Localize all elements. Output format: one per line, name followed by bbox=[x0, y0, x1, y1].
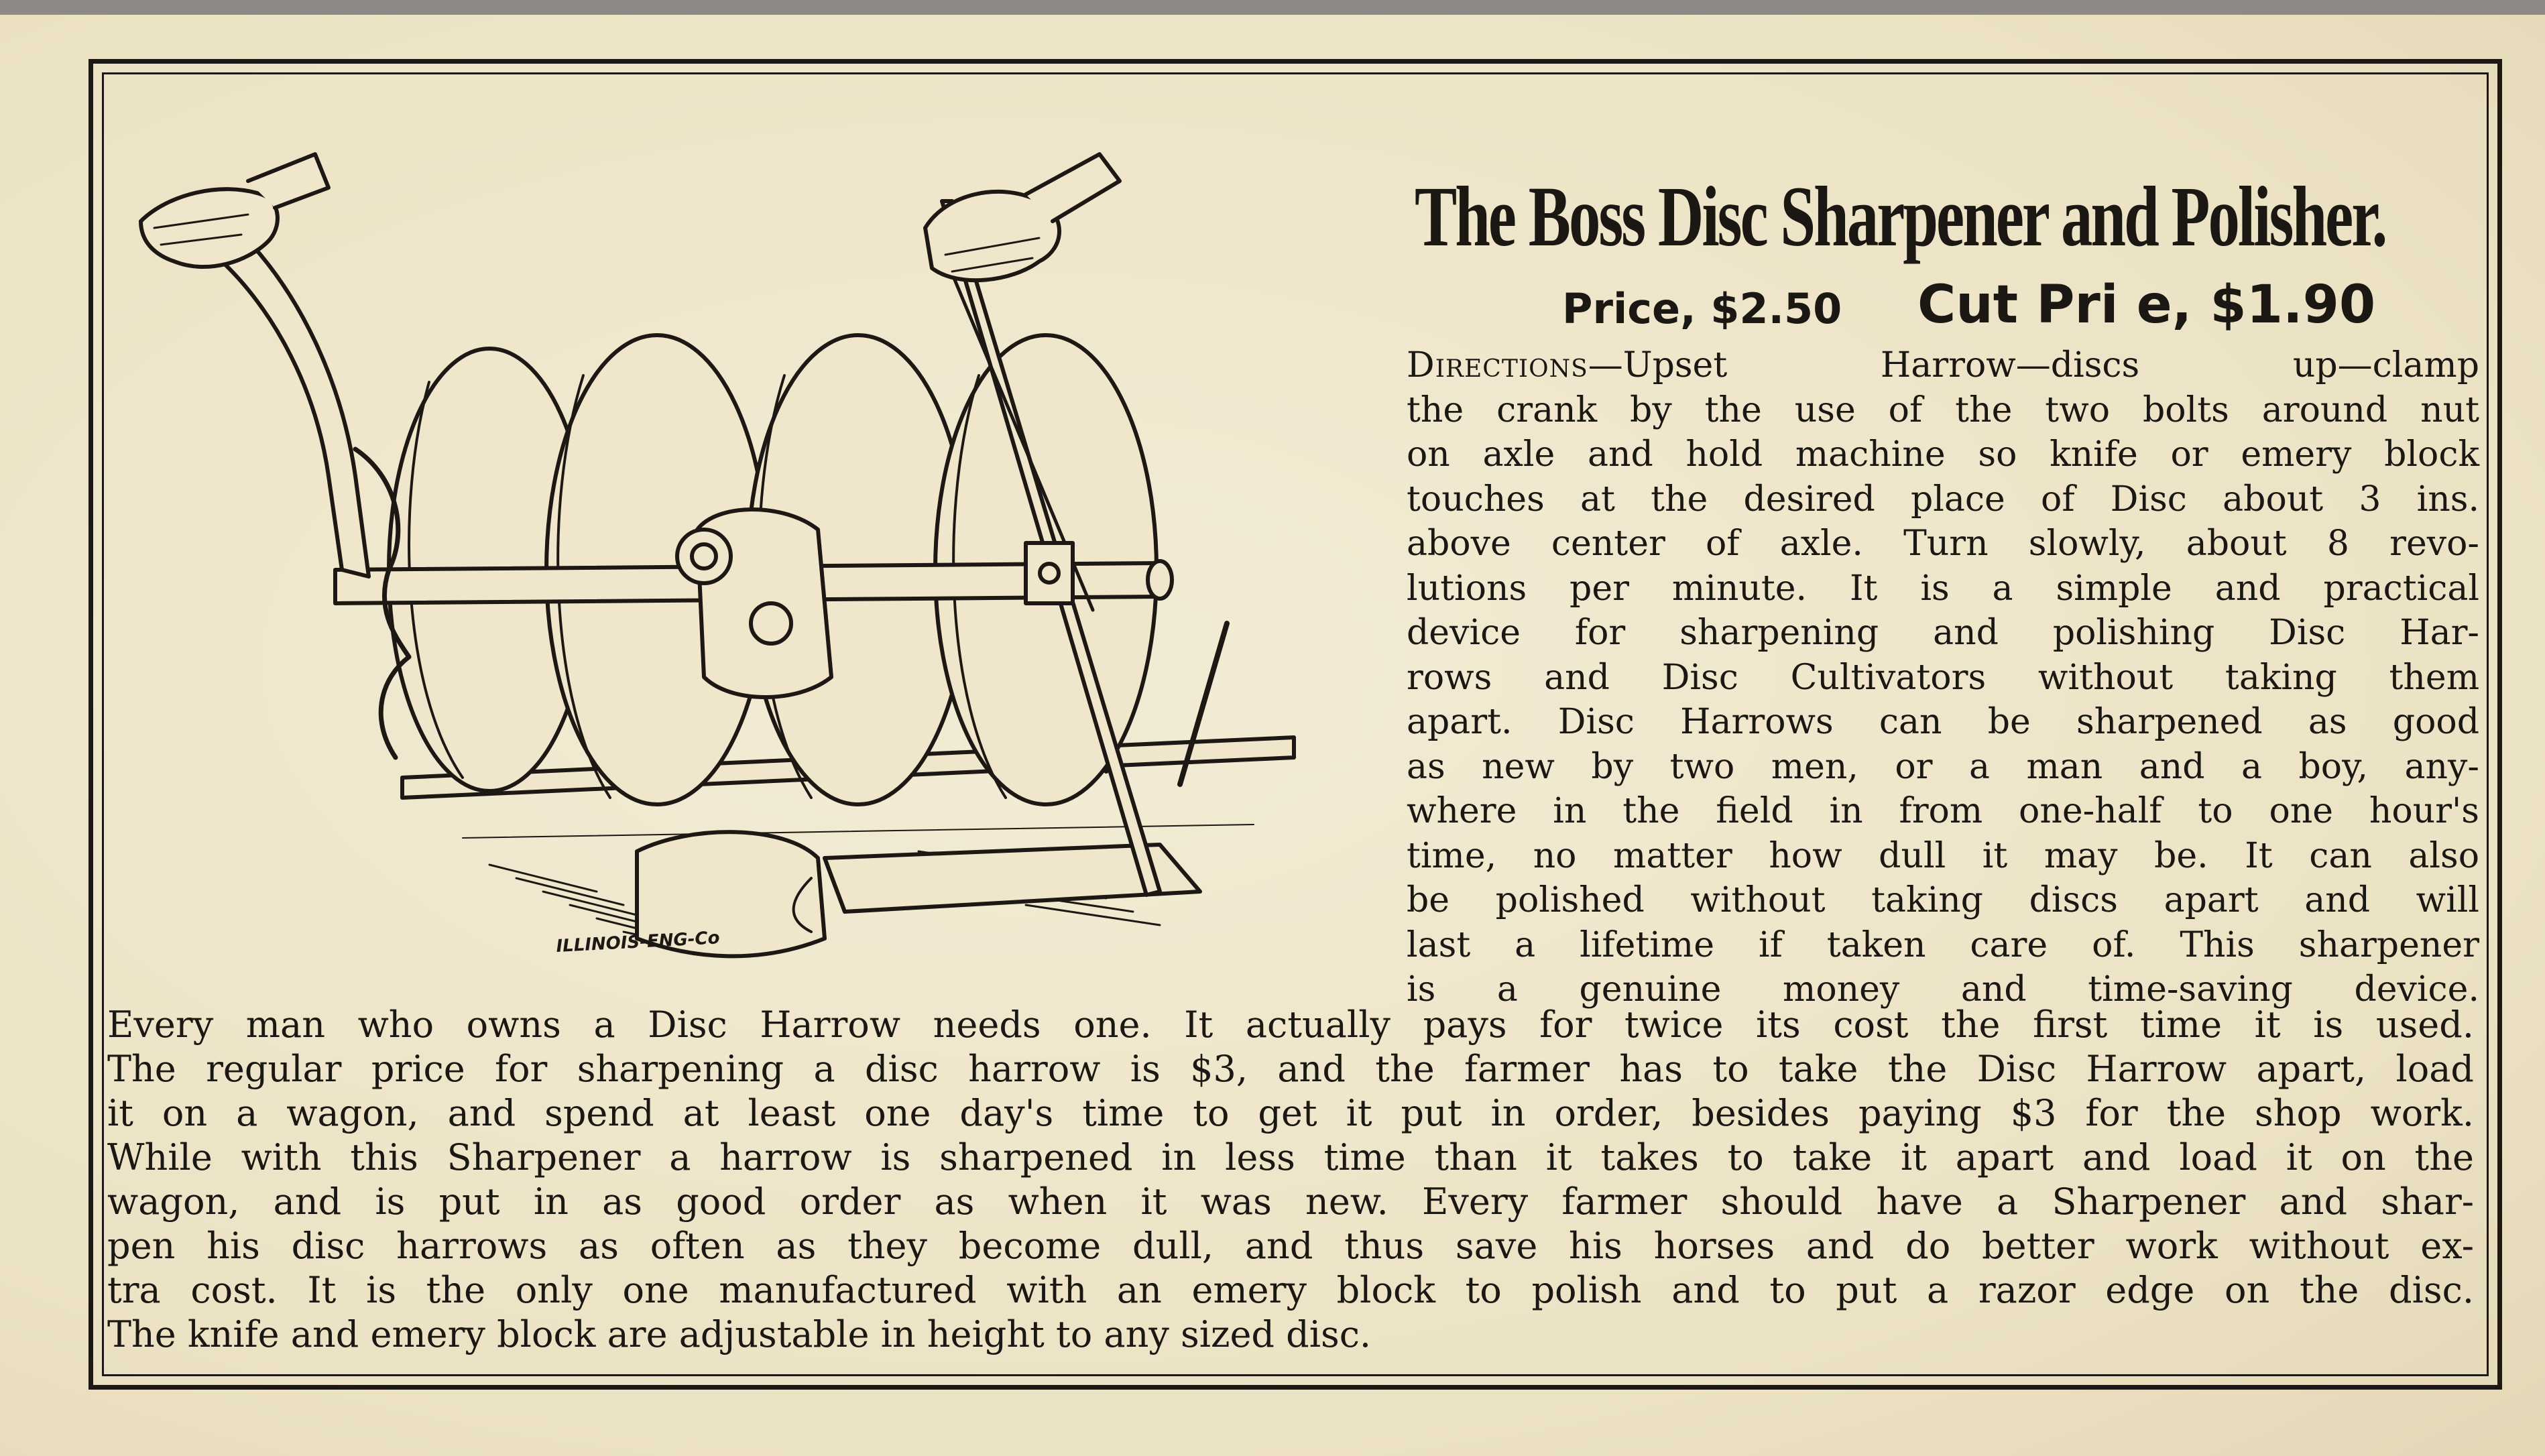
directions-line: is a genuine money and time-saving device. bbox=[1407, 969, 2479, 1010]
directions-line: Directions—Upset Harrow—discs up—clamp bbox=[1407, 345, 2479, 385]
directions-line: lutions per minute. It is a simple and practical bbox=[1407, 568, 2479, 609]
directions-line: device for sharpening and polishing Disc Har- bbox=[1407, 613, 2479, 653]
directions-column bbox=[1407, 343, 2479, 1012]
body-line: The regular price for sharpening a disc harrow is $3, and the farmer has to take the Disc Harrow apart, load bbox=[107, 1048, 2474, 1090]
directions-line: rows and Disc Cultivators without taking them bbox=[1407, 657, 2479, 698]
directions-line: on axle and hold machine so knife or emery block bbox=[1407, 434, 2479, 475]
cut-price: Cut Pri e, $1.90 bbox=[1917, 275, 2376, 335]
price-row bbox=[1562, 275, 2501, 349]
directions-line: last a lifetime if taken care of. This sharpener bbox=[1407, 924, 2479, 965]
regular-price: Price, $2.50 bbox=[1562, 284, 1842, 333]
directions-label: Directions bbox=[1407, 345, 1588, 385]
directions-line: the crank by the use of the two bolts around nut bbox=[1407, 389, 2479, 430]
directions-line: above center of axle. Turn slowly, about 8 revo- bbox=[1407, 524, 2479, 564]
directions-line: be polished without taking discs apart and will bbox=[1407, 880, 2479, 920]
knife-clamp bbox=[1026, 543, 1073, 603]
body-line: Every man who owns a Disc Harrow needs one. It actually pays for twice its cost the first time it is used. bbox=[107, 1004, 2474, 1046]
body-line: tra cost. It is the only one manufactured with an emery block to polish and to put a razor edge on the disc. bbox=[107, 1269, 2474, 1311]
body-line: pen his disc harrows as often as they become dull, and thus save his horses and do better work without ex- bbox=[107, 1225, 2474, 1267]
directions-line: apart. Disc Harrows can be sharpened as good bbox=[1407, 702, 2479, 742]
body-line: wagon, and is put in as good order as when it was new. Every farmer should have a Sharpener and shar- bbox=[107, 1180, 2474, 1223]
body-line: it on a wagon, and spend at least one day's time to get it put in order, besides paying $3 for the shop work. bbox=[107, 1092, 2474, 1134]
left-handle bbox=[215, 248, 369, 577]
page-top-edge bbox=[0, 0, 2545, 15]
body-line: The knife and emery block are adjustable in height to any sized disc. bbox=[107, 1313, 1372, 1355]
engraver-signature: ILLINOIS-ENG-Co bbox=[555, 928, 721, 957]
directions-line: time, no matter how dull it may be. It can also bbox=[1407, 835, 2479, 876]
disc-sharpener-illustration bbox=[114, 101, 1401, 999]
directions-line: touches at the desired place of Disc about 3 ins. bbox=[1407, 479, 2479, 520]
body-paragraph bbox=[107, 1003, 2474, 1357]
directions-line: where in the field in from one-half to one hour's bbox=[1407, 791, 2479, 831]
body-line: While with this Sharpener a harrow is sharpened in less time than it takes to take it apart and load it on the bbox=[107, 1136, 2474, 1178]
page-title: The Boss Disc Sharpener and Polisher. bbox=[1415, 169, 2386, 264]
directions-line: as new by two men, or a man and a boy, any- bbox=[1407, 746, 2479, 787]
